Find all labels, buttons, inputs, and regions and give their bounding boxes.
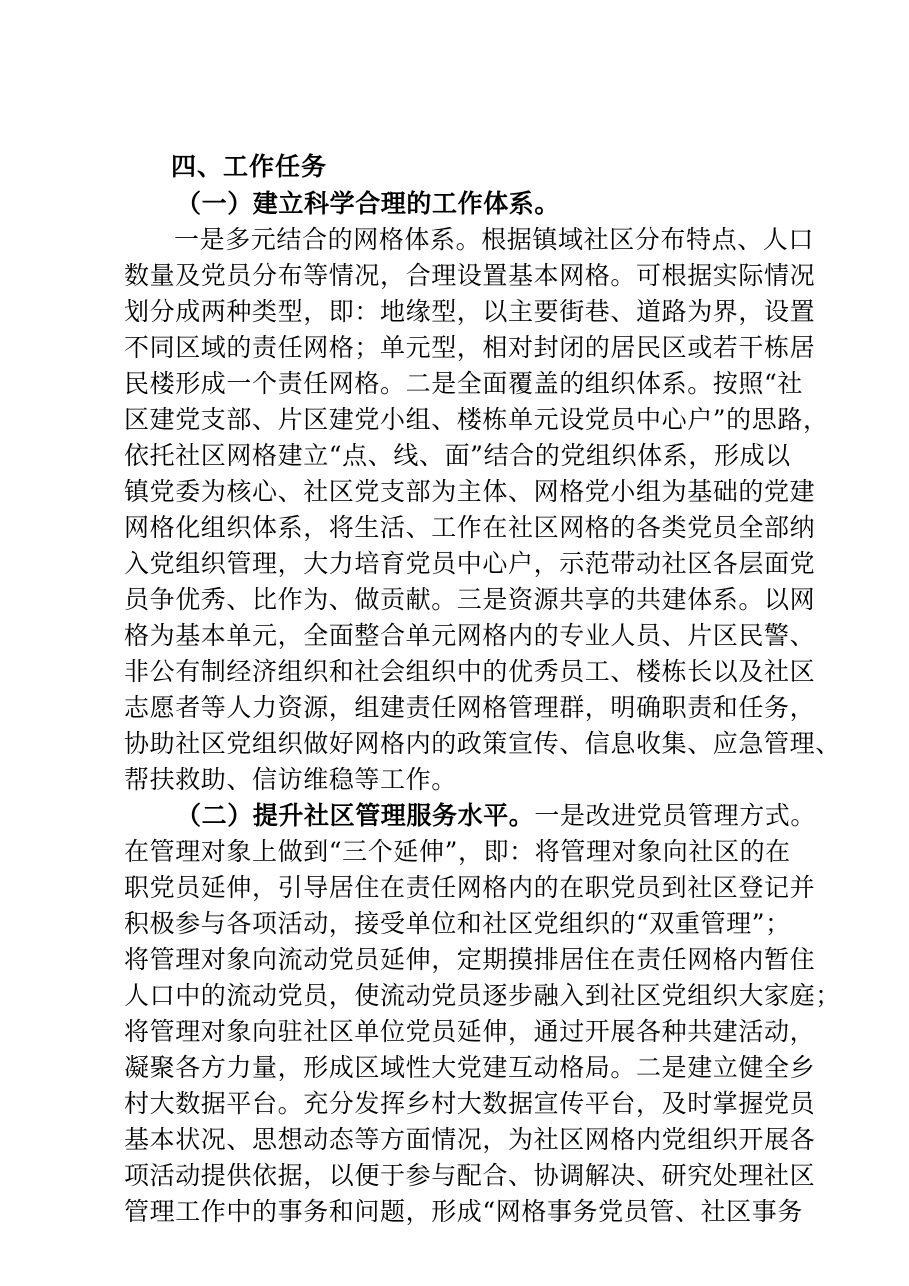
paragraph-line: 基本状况、思想动态等方面情况，为社区网格内党组织开展各: [124, 1125, 816, 1154]
paragraph-line: 职党员延伸，引导居住在责任网格内的在职党员到社区登记并: [124, 873, 816, 902]
paragraph-line: 格为基本单元，全面整合单元网格内的专业人员、片区民警、: [124, 621, 816, 650]
paragraph-line: 帮扶救助、信访维稳等工作。: [124, 765, 457, 794]
paragraph-line: 将管理对象向流动党员延伸，定期摸排居住在责任网格内暂住: [124, 945, 816, 974]
paragraph-line: 村大数据平台。充分发挥乡村大数据宣传平台，及时掌握党员: [124, 1089, 816, 1118]
paragraph-line: 一是多元结合的网格体系。根据镇域社区分布特点、人口: [174, 225, 815, 254]
paragraph-line: 民楼形成一个责任网格。二是全面覆盖的组织体系。按照“社: [124, 369, 803, 398]
paragraph-line: 入党组织管理，大力培育党员中心户，示范带动社区各层面党: [124, 549, 816, 578]
paragraph-line: 积极参与各项活动，接受单位和社区党组织的“双重管理”；: [124, 909, 791, 938]
paragraph-line: 非公有制经济组织和社会组织中的优秀员工、楼栋长以及社区: [124, 657, 816, 686]
paragraph-line: 镇党委为核心、社区党支部为主体、网格党小组为基础的党建: [124, 477, 816, 506]
paragraph-line: 在管理对象上做到“三个延伸”，即：将管理对象向社区的在: [124, 837, 791, 866]
paragraph-line: 管理工作中的事务和问题，形成“网格事务党员管、社区事务: [124, 1197, 803, 1226]
paragraph-line: 将管理对象向驻社区单位党员延伸，通过开展各种共建活动，: [124, 1017, 816, 1046]
section-heading: 四、工作任务: [171, 152, 328, 181]
paragraph-text: 一是改进党员管理方式。: [534, 801, 817, 830]
paragraph-line: 网格化组织体系，将生活、工作在社区网格的各类党员全部纳: [124, 513, 816, 542]
paragraph-line: 员争优秀、比作为、做贡献。三是资源共享的共建体系。以网: [124, 585, 816, 614]
subsection-heading-2-line: [176, 798, 816, 834]
paragraph-line: 划分成两种类型，即：地缘型，以主要街巷、道路为界，设置: [124, 297, 816, 326]
subsection-heading-1: （一）建立科学合理的工作体系。: [176, 189, 561, 218]
paragraph-line: 数量及党员分布等情况，合理设置基本网格。可根据实际情况: [124, 261, 816, 290]
paragraph-line: 区建党支部、片区建党小组、楼栋单元设党员中心户”的思路，: [124, 405, 829, 434]
subsection-heading-2: （二）提升社区管理服务水平。: [176, 801, 535, 830]
paragraph-line: 不同区域的责任网格；单元型，相对封闭的居民区或若干栋居: [124, 333, 816, 362]
paragraph-line: 项活动提供依据，以便于参与配合、协调解决、研究处理社区: [124, 1161, 816, 1190]
paragraph-line: 凝聚各方力量，形成区域性大党建互动格局。二是建立健全乡: [124, 1053, 816, 1082]
paragraph-line: 依托社区网格建立“点、线、面”结合的党组织体系，形成以: [124, 441, 791, 470]
paragraph-line: 人口中的流动党员，使流动党员逐步融入到社区党组织大家庭；: [124, 981, 841, 1010]
paragraph-line: 协助社区党组织做好网格内的政策宣传、信息收集、应急管理、: [124, 729, 841, 758]
paragraph-line: 志愿者等人力资源，组建责任网格管理群，明确职责和任务，: [124, 693, 816, 722]
